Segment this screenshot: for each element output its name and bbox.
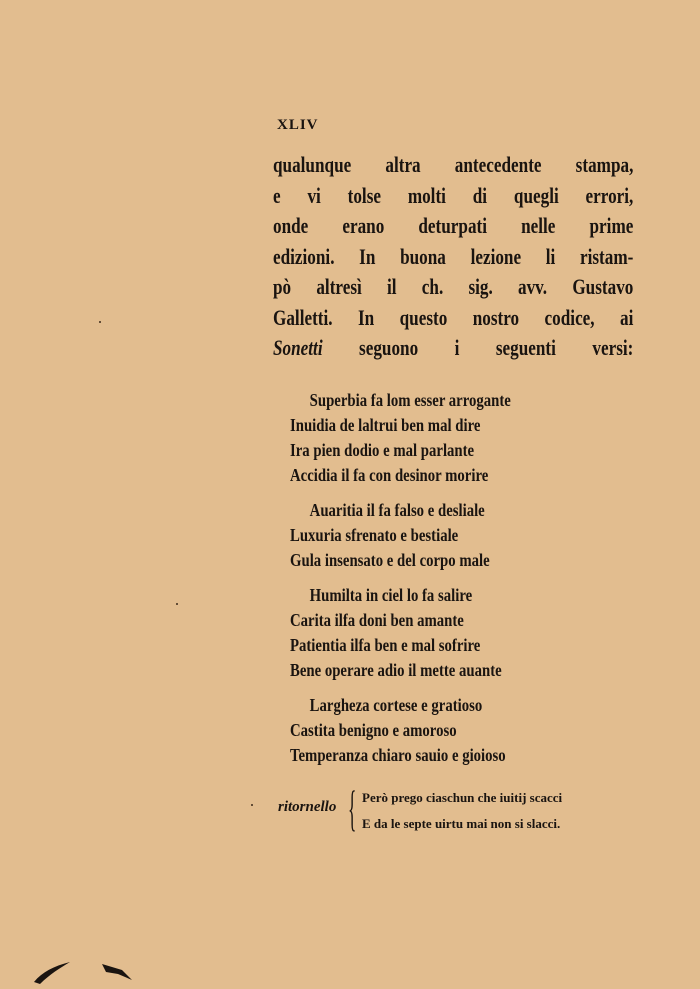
prose-paragraph bbox=[273, 150, 633, 364]
verse-line: Patientia ilfa ben e mal sofrire bbox=[290, 635, 481, 655]
prose-line bbox=[273, 333, 633, 364]
paper-speck bbox=[99, 321, 101, 323]
verse-line: Ira pien dodio e mal parlante bbox=[290, 440, 475, 460]
scan-mark-left bbox=[32, 958, 72, 986]
ritornello-line: Però prego ciaschun che iuitij scacci bbox=[362, 790, 563, 805]
verse-line: Accidia il fa con desinor morire bbox=[290, 465, 489, 485]
prose-line-rest: seguono i seguenti versi: bbox=[322, 335, 634, 360]
verse-line: Temperanza chiaro sauio e gioioso bbox=[290, 745, 506, 765]
prose-line: qualunque altra antecedente stampa, bbox=[273, 152, 634, 177]
stanza bbox=[290, 388, 511, 488]
prose-line: edizioni. In buona lezione li ristam- bbox=[273, 243, 634, 269]
verse-line: Luxuria sfrenato e bestiale bbox=[290, 525, 459, 545]
verse-line: Inuidia de laltrui ben mal dire bbox=[290, 415, 481, 435]
ritornello-lines bbox=[362, 785, 562, 837]
ritornello-block bbox=[278, 780, 638, 836]
italic-title: Sonetti bbox=[273, 335, 323, 360]
curly-brace-icon: { bbox=[348, 780, 357, 836]
ritornello-line: E da le septe uirtu mai non si slacci. bbox=[362, 816, 561, 831]
prose-line: Galletti. In questo nostro codice, ai bbox=[273, 304, 634, 330]
scan-mark-right bbox=[100, 962, 134, 982]
paper-speck bbox=[176, 603, 178, 605]
verse-block bbox=[290, 388, 511, 778]
verse-line: Humilta in ciel lo fa salire bbox=[309, 585, 473, 605]
ritornello-label: ritornello bbox=[278, 799, 337, 815]
verse-line: Gula insensato e del corpo male bbox=[290, 550, 490, 570]
prose-line: e vi tolse molti di quegli errori, bbox=[273, 182, 634, 208]
prose-line: pò altresì il ch. sig. avv. Gustavo bbox=[273, 274, 634, 299]
page-number: XLIV bbox=[277, 117, 319, 133]
verse-line: Castita benigno e amoroso bbox=[290, 720, 457, 740]
verse-line: Auaritia il fa falso e desliale bbox=[309, 500, 485, 520]
verse-line: Largheza cortese e gratioso bbox=[309, 695, 483, 715]
stanza bbox=[290, 498, 511, 573]
paper-speck bbox=[251, 804, 253, 806]
verse-line: Bene operare adio il mette auante bbox=[290, 660, 502, 680]
stanza bbox=[290, 583, 511, 683]
prose-line: onde erano deturpati nelle prime bbox=[273, 213, 634, 238]
verse-line: Carita ilfa doni ben amante bbox=[290, 610, 464, 630]
verse-line: Superbia fa lom esser arrogante bbox=[309, 390, 511, 410]
stanza bbox=[290, 693, 511, 768]
